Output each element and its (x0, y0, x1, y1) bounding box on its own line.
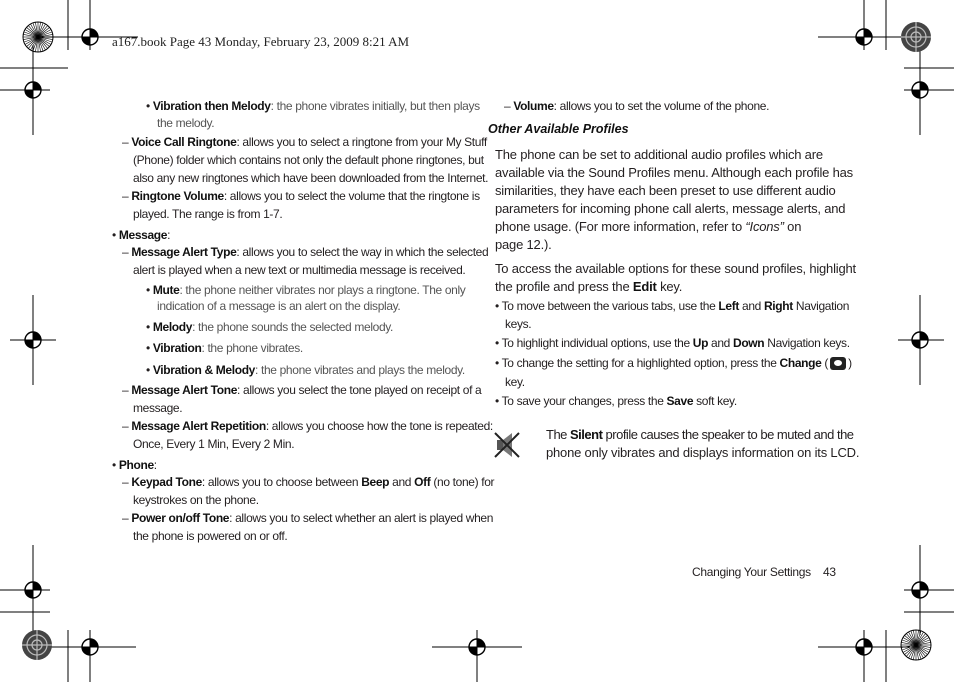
list-item-continuation: alert is played when a new text or multimedia message is received. (133, 263, 466, 277)
list-item-ringtone-volume: – Ringtone Volume: allows you to select the volume that the ringtone is (122, 189, 480, 203)
list-item-message-alert-tone: – Message Alert Tone: allows you select the tone played on receipt of a (122, 383, 482, 397)
list-item-vibration-and-melody: • Vibration & Melody: the phone vibrates and plays the melody. (146, 363, 465, 377)
list-item-mute: • Mute: the phone neither vibrates nor plays a ringtone. The only (146, 283, 466, 297)
paragraph-line: similarities, they have each been preset to use different audio (495, 183, 836, 198)
cross-reference-link[interactable]: “Icons” (745, 219, 784, 234)
silent-speaker-icon (494, 430, 520, 460)
list-item-continuation: the melody. (157, 116, 215, 130)
list-item-vibration: • Vibration: the phone vibrates. (146, 341, 303, 355)
section-heading: Other Available Profiles (488, 122, 629, 136)
list-item-melody: • Melody: the phone sounds the selected melody. (146, 320, 394, 334)
list-item-message-alert-type: – Message Alert Type: allows you to select the way in which the selected (122, 245, 489, 259)
bullet-item: • To move between the various tabs, use the Left and Right Navigation (495, 299, 850, 313)
list-item-message-alert-repetition: – Message Alert Repetition: allows you choose how the tone is repeated: (122, 419, 493, 433)
list-item-continuation: keystrokes on the phone. (133, 493, 259, 507)
note-text: phone only vibrates and displays information on its LCD. (546, 445, 860, 460)
paragraph-line: page 12.). (495, 237, 552, 252)
bullet-item: • To save your changes, press the Save soft key. (495, 394, 737, 408)
list-item-vibration-then-melody: • Vibration then Melody: the phone vibrates initially, but then plays (146, 99, 480, 113)
list-item-continuation: the phone is powered on or off. (133, 529, 288, 543)
paragraph-line: To access the available options for these sound profiles, highlight (495, 261, 856, 276)
list-item-continuation: message. (133, 401, 183, 415)
paragraph-line: phone usage. (For more information, refer to “Icons” on (495, 219, 802, 234)
list-item-continuation: Once, Every 1 Min, Every 2 Min. (133, 437, 295, 451)
list-item-voice-call-ringtone: – Voice Call Ringtone: allows you to select a ringtone from your My Stuff (122, 135, 487, 149)
page-header: a167.book Page 43 Monday, February 23, 2009 8:21 AM (112, 34, 410, 49)
paragraph-line: parameters for incoming phone call alerts, message alerts, and (495, 201, 846, 216)
list-item-power-onoff-tone: – Power on/off Tone: allows you to select whether an alert is played when (122, 511, 494, 525)
list-item-continuation: also any new ringtones which have been downloaded from the Internet. (133, 171, 489, 185)
paragraph-line: available via the Sound Profiles menu. Although each profile has (495, 165, 853, 180)
bullet-continuation: key. (505, 375, 525, 389)
bullet-continuation: keys. (505, 317, 532, 331)
list-item-continuation: (Phone) folder which contains not only the default phone ringtones, but (133, 153, 484, 167)
center-key-icon (830, 357, 846, 370)
paragraph-line: The phone can be set to additional audio profiles which are (495, 147, 823, 162)
list-item-phone: • Phone: (112, 458, 157, 472)
bullet-item: • To highlight individual options, use the Up and Down Navigation keys. (495, 336, 850, 350)
list-item-continuation: indication of a message is an alert on the display. (157, 299, 401, 313)
note-text: The Silent profile causes the speaker to be muted and the (546, 427, 854, 442)
list-item-continuation: played. The range is from 1-7. (133, 207, 283, 221)
list-item-volume: – Volume: allows you to set the volume of the phone. (504, 99, 770, 113)
bullet-item: • To change the setting for a highlighted option, press the Change ( ) (495, 356, 852, 370)
page-number: 43 (823, 565, 836, 579)
footer-section-title: Changing Your Settings (692, 565, 811, 579)
list-item-message: • Message: (112, 228, 171, 242)
paragraph-line: the profile and press the Edit key. (495, 279, 683, 294)
list-item-keypad-tone: – Keypad Tone: allows you to choose between Beep and Off (no tone) for (122, 475, 495, 489)
